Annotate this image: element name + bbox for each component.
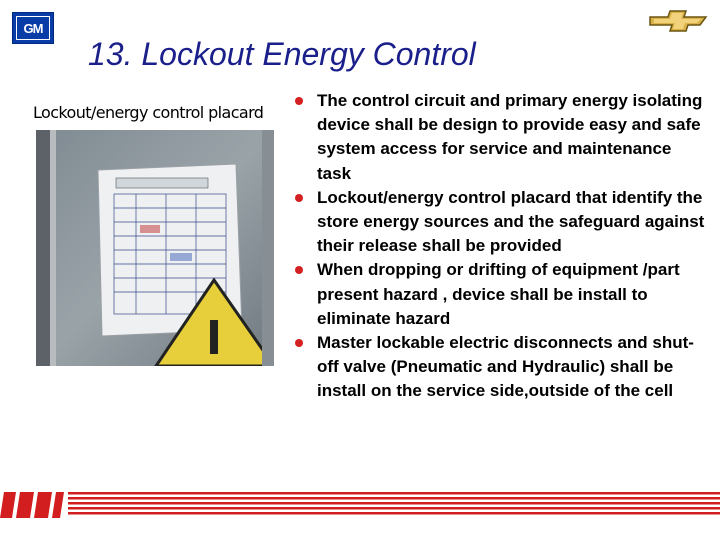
page-title: 13. Lockout Energy Control bbox=[88, 36, 476, 72]
bullet-dot-icon bbox=[295, 266, 303, 274]
bullet-dot-icon bbox=[295, 97, 303, 105]
bullet-item bbox=[295, 258, 710, 331]
photo-caption: Lockout/energy control placard bbox=[33, 103, 264, 122]
footer-stripes bbox=[0, 488, 720, 520]
placard-photo bbox=[36, 130, 274, 366]
bullet-list bbox=[295, 89, 710, 404]
bullet-item bbox=[295, 186, 710, 259]
bullet-dot-icon bbox=[295, 194, 303, 202]
bullet-text: Lockout/energy control placard that identify the store energy sources and the safeguard against their release shall be provided bbox=[317, 187, 705, 256]
bullet-text: When dropping or drifting of equipment /part present hazard , device shall be install to eliminate hazard bbox=[317, 260, 680, 328]
bullet-text: Master lockable electric disconnects and shut-off valve (Pneumatic and Hydraulic) shall be install on the service side,outside of the cell bbox=[317, 333, 694, 401]
bullet-dot-icon bbox=[295, 339, 303, 347]
bullet-item bbox=[295, 331, 710, 404]
bullet-item bbox=[295, 89, 710, 186]
gm-logo bbox=[12, 12, 54, 44]
bullet-text: The control circuit and primary energy isolating device shall be design to provide easy and safe system access for service and maintenance task bbox=[317, 91, 703, 183]
chevrolet-bowtie-logo bbox=[648, 8, 708, 34]
gm-logo-text: GM bbox=[16, 16, 50, 40]
